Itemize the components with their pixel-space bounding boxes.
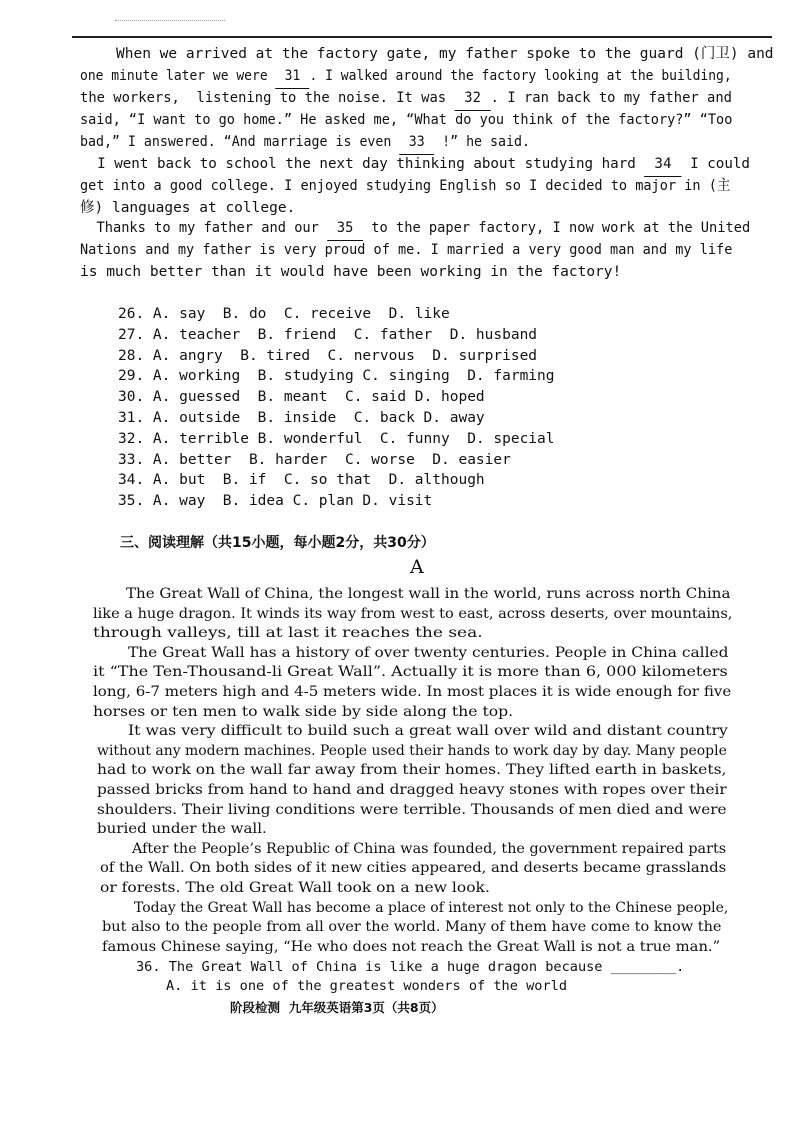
reading-line: shoulders. Their living conditions were terrible. Thousands of men died and were — [97, 801, 727, 818]
passage-text: When we arrived at the factory gate, my father spoke to the guard (门卫) and — [116, 46, 774, 62]
passage-line — [80, 262, 621, 284]
reading-line: like a huge dragon. It winds its way from west to east, across deserts, over mountains, — [93, 605, 733, 622]
passage-text: to the paper factory, I now work at the United — [363, 220, 751, 236]
passage-text: get into a good college. I enjoyed studying English so I decided to major in (主 — [80, 178, 731, 194]
passage-text: . I ran back to my father and — [490, 90, 733, 106]
option-row: 32. A. terrible B. wonderful C. funny D. special — [118, 430, 555, 447]
reading-line: buried under the wall. — [97, 821, 267, 838]
passage-text: bad,” I answered. “And marriage is even — [80, 134, 400, 150]
reading-line: had to work on the wall far away from their homes. They lifted earth in baskets, — [97, 762, 727, 779]
passage-text: the workers, listening to the noise. It was — [80, 90, 455, 106]
answer-blank: 35 — [327, 218, 363, 241]
passage-text: Thanks to my father and our — [80, 220, 328, 236]
passage-text: is much better than it would have been working in the factory! — [80, 264, 622, 280]
passage-line — [80, 110, 732, 132]
section-heading: 三、阅读理解（共15小题，每小题2分，共30分） — [120, 535, 435, 551]
reading-line: but also to the people from all over the world. Many of them have come to know the — [102, 919, 722, 936]
option-row: 30. A. guessed B. meant C. said D. hoped — [118, 389, 485, 406]
passage-line — [80, 240, 732, 262]
option-row: 26. A. say B. do C. receive D. like — [118, 306, 450, 322]
header-rule — [72, 36, 772, 38]
reading-line: long, 6-7 meters high and 4-5 meters wide. In most places it is wide enough for five — [93, 684, 732, 700]
reading-line: without any modern machines. People used their hands to work day by day. Many people — [97, 742, 727, 759]
passage-text: said, “I want to go home.” He asked me, “What do you think of the factory?” “Too — [80, 112, 733, 128]
passage-text: Nations and my father is very proud of me. I married a very good man and my life — [80, 242, 733, 258]
option-row: 31. A. outside B. inside C. back D. away — [118, 410, 485, 426]
reading-line: it “The Ten-Thousand-li Great Wall”. Actually it is more than 6, 000 kilometers — [93, 664, 728, 681]
answer-blank: 33 — [399, 132, 434, 155]
reading-line: horses or ten men to walk side by side along the top. — [93, 703, 514, 720]
reading-line: passed bricks from hand to hand and dragged heavy stones with ropes over their — [97, 782, 727, 798]
answer-blank: 31 — [275, 66, 309, 89]
reading-line: Today the Great Wall has become a place of interest not only to the Chinese people, — [134, 899, 729, 916]
passage-line — [80, 198, 295, 220]
answer-blank: 34 — [644, 154, 681, 177]
option-row: 29. A. working B. studying C. singing D. farming — [118, 368, 555, 385]
passage-line — [80, 132, 530, 155]
passage-line — [80, 88, 732, 111]
option-row: 27. A. teacher B. friend C. father D. husband — [118, 326, 538, 343]
question-36: 36. The Great Wall of China is like a huge dragon because ________. — [136, 959, 685, 975]
option-row: 35. A. way B. idea C. plan D. visit — [118, 493, 433, 510]
reading-line: or forests. The old Great Wall took on a new look. — [100, 880, 490, 896]
answer-blank: 32 — [454, 88, 490, 111]
passage-label: A — [410, 556, 424, 578]
passage-text: one minute later we were — [80, 68, 276, 84]
reading-line: of the Wall. On both sides of it new cities appeared, and deserts became grasslands — [100, 860, 727, 877]
passage-text: 修) languages at college. — [80, 200, 296, 216]
reading-line: The Great Wall has a history of over twenty centuries. People in China called — [128, 644, 729, 661]
passage-line — [116, 44, 774, 66]
passage-line — [80, 154, 750, 177]
reading-line: It was very difficult to build such a great wall over wild and distant country — [128, 723, 728, 740]
header-scribble — [115, 20, 225, 27]
option-row: 28. A. angry B. tired C. nervous D. surprised — [118, 347, 538, 364]
passage-text: I went back to school the next day thinking about studying hard — [80, 156, 645, 172]
reading-line: After the People’s Republic of China was founded, the government repaired parts — [132, 840, 727, 857]
passage-text: . I walked around the factory looking at the building, — [309, 68, 732, 84]
question-36-option-a: A. it is one of the greatest wonders of the world — [166, 978, 568, 994]
passage-line — [80, 176, 730, 198]
option-row: 34. A. but B. if C. so that D. although — [118, 472, 485, 489]
page-footer: 阶段检测 九年级英语第3页（共8页） — [230, 1000, 444, 1015]
reading-line: famous Chinese saying, “He who does not reach the Great Wall is not a true man.” — [102, 938, 721, 955]
reading-line: through valleys, till at last it reaches the sea. — [93, 625, 483, 642]
passage-line — [80, 218, 750, 241]
reading-line: The Great Wall of China, the longest wall in the world, runs across north China — [126, 586, 731, 602]
option-row: 33. A. better B. harder C. worse D. easier — [118, 451, 511, 468]
passage-text: !” he said. — [434, 134, 530, 150]
passage-text: I could — [681, 156, 750, 172]
passage-line — [80, 66, 732, 89]
